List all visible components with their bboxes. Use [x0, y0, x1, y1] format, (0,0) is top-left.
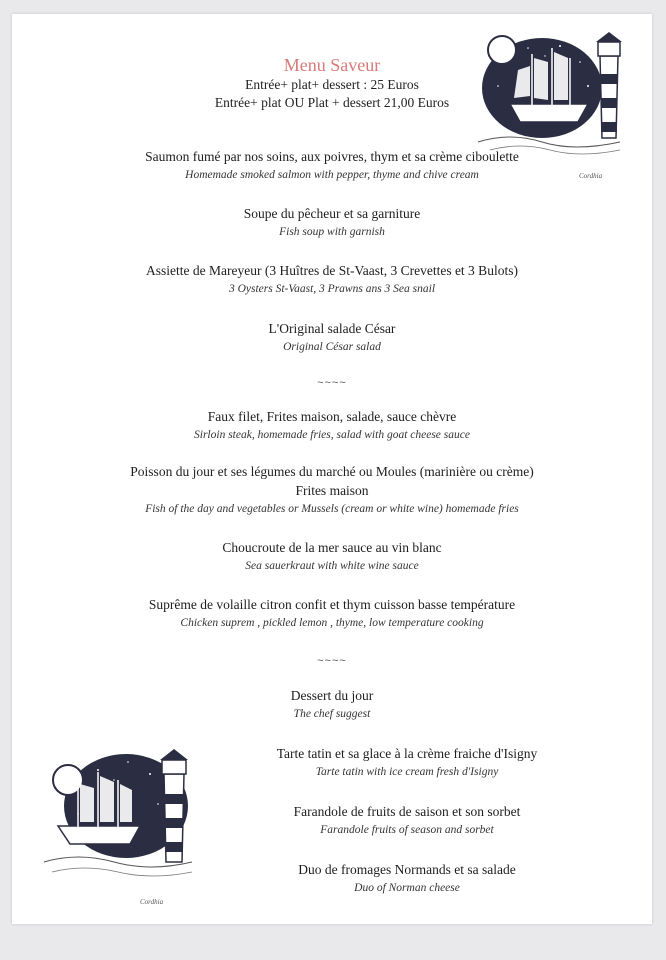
dish-name-en: Original César salad — [283, 341, 381, 353]
dish-name-en: Fish of the day and vegetables or Mussels (cream or white wine) homemade fries — [145, 503, 519, 515]
section-separator: ~~~~ — [317, 655, 347, 667]
dish-name-en: 3 Oysters St-Vaast, 3 Prawns ans 3 Sea snail — [228, 283, 436, 295]
main-item — [12, 538, 652, 575]
dish-name-en: Chicken suprem , pickled lemon , thyme, low temperature cooking — [180, 617, 484, 629]
dish-name-fr: Assiette de Mareyeur (3 Huîtres de St-Vaast, 3 Crevettes et 3 Bulots) — [146, 263, 518, 278]
dish-name-fr: Dessert du jour — [290, 688, 374, 703]
dessert-item — [162, 860, 652, 897]
menu-sheet — [12, 14, 652, 924]
dish-name-en: Fish soup with garnish — [279, 226, 385, 238]
main-item — [12, 595, 652, 632]
dish-name-fr: Poisson du jour et ses légumes du marché ou Moules (marinière ou crème) — [130, 464, 534, 479]
starter-item — [12, 319, 652, 356]
dish-name-fr-line2: Frites maison — [295, 483, 369, 498]
dish-name-fr: Saumon fumé par nos soins, aux poivres, thym et sa crème ciboulette — [145, 149, 519, 164]
main-item — [12, 407, 652, 444]
dish-name-en: Farandole fruits of season and sorbet — [320, 824, 494, 836]
artist-signature: Cordhia — [579, 172, 603, 180]
dish-name-fr: Soupe du pêcheur et sa garniture — [243, 206, 421, 221]
starter-item — [12, 147, 652, 184]
artist-signature-bottom: Cordhia — [140, 898, 164, 906]
dish-name-en: Tarte tatin with ice cream fresh d'Isigny — [315, 766, 499, 778]
dish-name-fr: Choucroute de la mer sauce au vin blanc — [222, 540, 442, 555]
dish-name-en: Homemade smoked salmon with pepper, thyme and chive cream — [185, 169, 479, 181]
dish-name-en: The chef suggest — [293, 708, 371, 720]
dish-name-fr: Suprême de volaille citron confit et thym cuisson basse température — [148, 597, 516, 612]
dish-name-en: Duo of Norman cheese — [354, 882, 460, 894]
dessert-item — [162, 744, 652, 781]
dish-name-fr: Duo de fromages Normands et sa salade — [298, 862, 516, 877]
dish-name-fr: Faux filet, Frites maison, salade, sauce chèvre — [207, 409, 457, 424]
menu-header — [12, 54, 652, 112]
dish-name-en: Sirloin steak, homemade fries, salad with goat cheese sauce — [194, 429, 470, 441]
dish-name-fr: L'Original salade César — [268, 321, 396, 336]
starter-item — [12, 204, 652, 241]
dessert-item — [162, 802, 652, 839]
starter-item — [12, 261, 652, 298]
menu-title: Menu Saveur — [283, 55, 381, 75]
price-line-partial: Entrée+ plat OU Plat + dessert 21,00 Euros — [214, 95, 450, 110]
price-line-full: Entrée+ plat+ dessert : 25 Euros — [245, 77, 419, 92]
section-separator: ~~~~ — [317, 377, 347, 389]
dish-name-fr: Farandole de fruits de saison et son sorbet — [293, 804, 521, 819]
dish-name-fr: Tarte tatin et sa glace à la crème fraiche d'Isigny — [276, 746, 538, 761]
dessert-item — [12, 686, 652, 723]
main-item — [12, 462, 652, 518]
dish-name-en: Sea sauerkraut with white wine sauce — [245, 560, 419, 572]
